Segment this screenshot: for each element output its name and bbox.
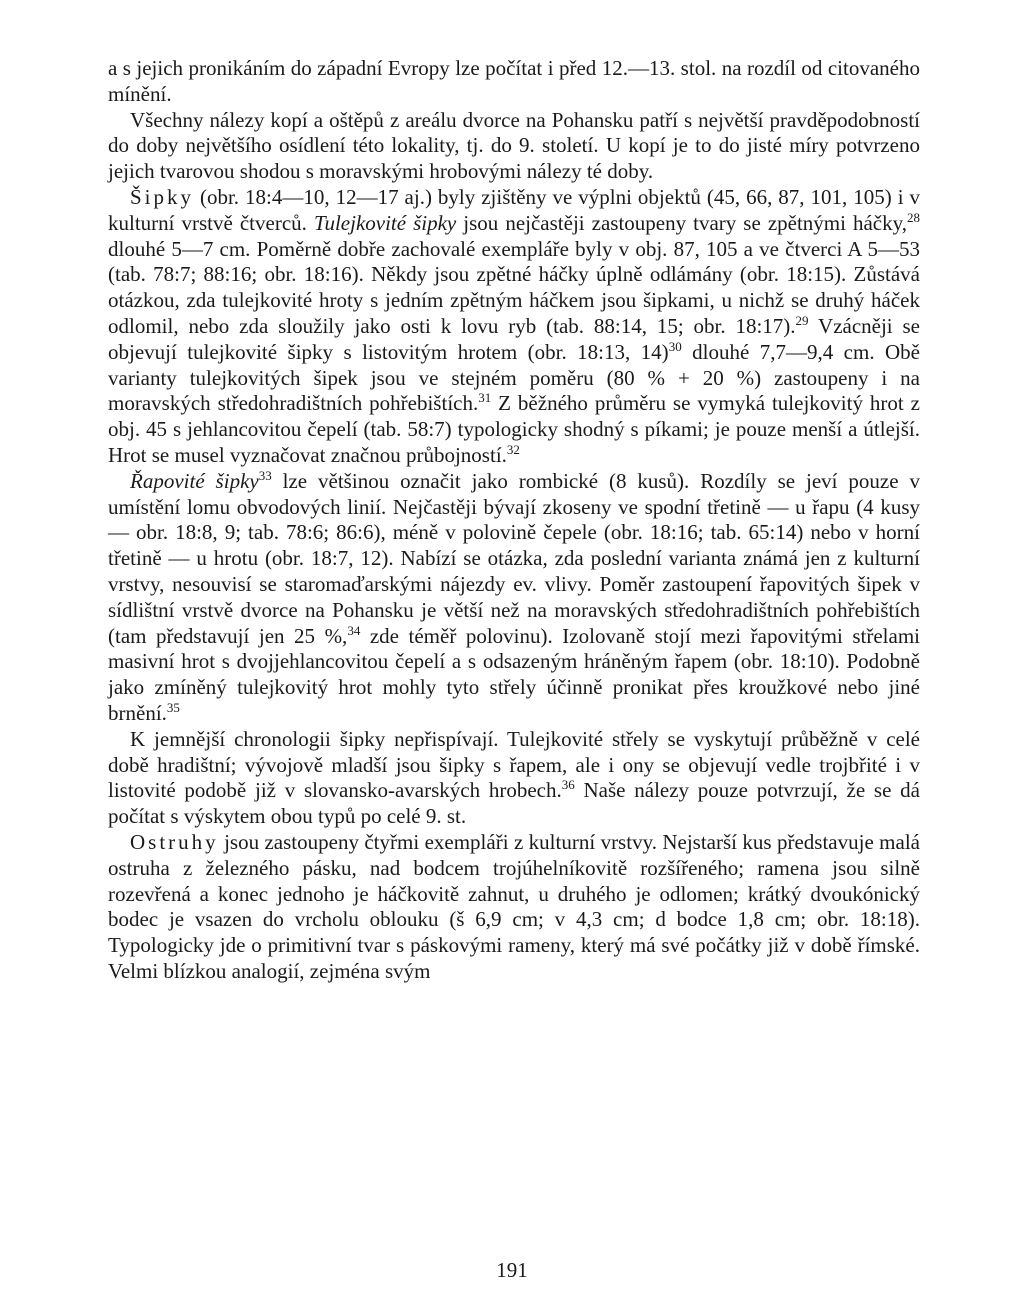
term-tulejkovite-sipky: Tulejkovité šipky — [313, 210, 457, 235]
footnote-ref: 30 — [668, 338, 682, 354]
paragraph-continuation: a s jejich pronikáním do západní Evropy lze počítat i před 12.—13. stol. na rozdíl od citovaného mínění. — [108, 56, 920, 106]
footnote-ref: 32 — [506, 441, 520, 457]
footnote-ref: 34 — [347, 622, 361, 638]
footnote-ref: 33 — [258, 467, 272, 483]
term-rapovite-sipky: Řapovité šipky — [130, 468, 259, 493]
footnote-ref: 35 — [166, 699, 180, 715]
section-head-sipky: Šipky — [130, 184, 195, 209]
paragraph-spurs: Ostruhy jsou zastoupeny čtyřmi exempláři z kulturní vrstvy. Nejstarší kus představuje malá ostruha z železného pásku, nad bodcem trojúhelníkovitě rozšířeného; ramena jsou silně rozevřená a konec jednoho je háčkovitě zahnut, u druhého je odlomen; krátký dvoukónický bodec je vsazen do vrcholu oblouku (š 6,9 cm; v 4,3 cm; d bodce 1,8 cm; obr. 18:18). Typologicky jde o primitivní tvar s páskovými rameny, který má své počátky již v době římské. Velmi blízkou analogií, zejména svým — [108, 829, 920, 983]
paragraph-arrowheads: Šipky (obr. 18:4—10, 12—17 aj.) byly zjištěny ve výplni objektů (45, 66, 87, 101, 105) i v kulturní vrstvě čtverců. Tulejkovité šipky jsou nejčastěji zastoupeny tvary se zpětnými háčky,$^{28}$ dlouhé 5—7 cm. Poměrně dobře zachovalé exempláře byly v obj. 87, 105 a ve čtverci A 5—53 (tab. 78:7; 88:16; obr. 18:16). Někdy jsou zpětné háčky úplně odlámány (obr. 18:15). Zůstává otázkou, zda tulejkovité hroty s jedním zpětným háčkem jsou šipkami, u nichž se druhý háček odlomil, nebo zda sloužily jako osti k lovu ryb (tab. 88:14, 15; obr. 18:17).$^{29}$ Vzácněji se objevují tulejkovité šipky s listovitým hrotem (obr. 18:13, 14)$^{30}$ dlouhé 7,7—9,4 cm. Obě varianty tulejkovitých šipek jsou ve stejném poměru (80 % + 20 %) zastoupeny i na moravských středohradištních pohřebištích.$^{31}$ Z běžného průměru se vymyká tulejkovitý hrot z obj. 45 s jehlancovitou čepelí (tab. 58:7) typologicky shodný s píkami; je pouze menší a útlejší. Hrot se musel vyznačovat značnou průbojností.$^{32}$ — [108, 184, 921, 467]
page-number: 191 — [496, 1258, 528, 1282]
page-body — [108, 56, 920, 985]
section-head-ostruhy: Ostruhy — [130, 829, 219, 854]
footnote-ref: 28 — [907, 209, 921, 225]
footnote-ref: 36 — [561, 777, 575, 793]
paragraph-tanged-arrowheads: Řapovité šipky$^{33}$ lze většinou označit jako rombické (8 kusů). Rozdíly se jeví pouze v umístění lomu obvodových linií. Nejčastěji bývají zkoseny ve spodní třetině — u řapu (4 kusy — obr. 18:8, 9; tab. 78:6; 86:6), méně v polovině čepele (obr. 18:16; tab. 65:14) nebo v horní třetině — u hrotu (obr. 18:7, 12). Nabízí se otázka, zda poslední varianta známá jen z kulturní vrstvy, nesouvisí se staromaďarskými nájezdy ev. vlivy. Poměr zastoupení řapovitých šipek v sídlištní vrstvě dvorce na Pohansku je větší než na moravských středohradištních pohřebištích (tam představují jen 25 %,$^{34}$ zde téměř polovinu). Izolovaně stojí mezi řapovitými střelami masivní hrot s dvojjehlancovitou čepelí a s odsazeným hráněným řapem (obr. 18:10). Podobně jako zmíněný tulejkovitý hrot mohly tyto střely účinně pronikat přes kroužkové nebo jiné brnění.$^{35}$ — [108, 467, 920, 725]
paragraph-chronology: K jemnější chronologii šipky nepřispívají. Tulejkovité střely se vyskytují průběžně v celé době hradištní; vývojově mladší jsou šipky s řapem, ale i ony se objevují vedle trojbřité i v listovité podobě již v slovansko-avarských hrobech.$^{36}$ Naše nálezy pouze potvrzují, že se dá počítat s výskytem obou typů po celé 9. st. — [108, 726, 920, 829]
paragraph-spears: Všechny nálezy kopí a oštěpů z areálu dvorce na Pohansku patří s největší pravděpodobností do doby největšího osídlení této lokality, tj. do 9. století. U kopí je to do jisté míry potvrzeno jejich tvarovou shodou s moravskými hrobovými nálezy té doby. — [108, 107, 920, 184]
footnote-ref: 29 — [795, 312, 809, 328]
footnote-ref: 31 — [478, 390, 492, 406]
